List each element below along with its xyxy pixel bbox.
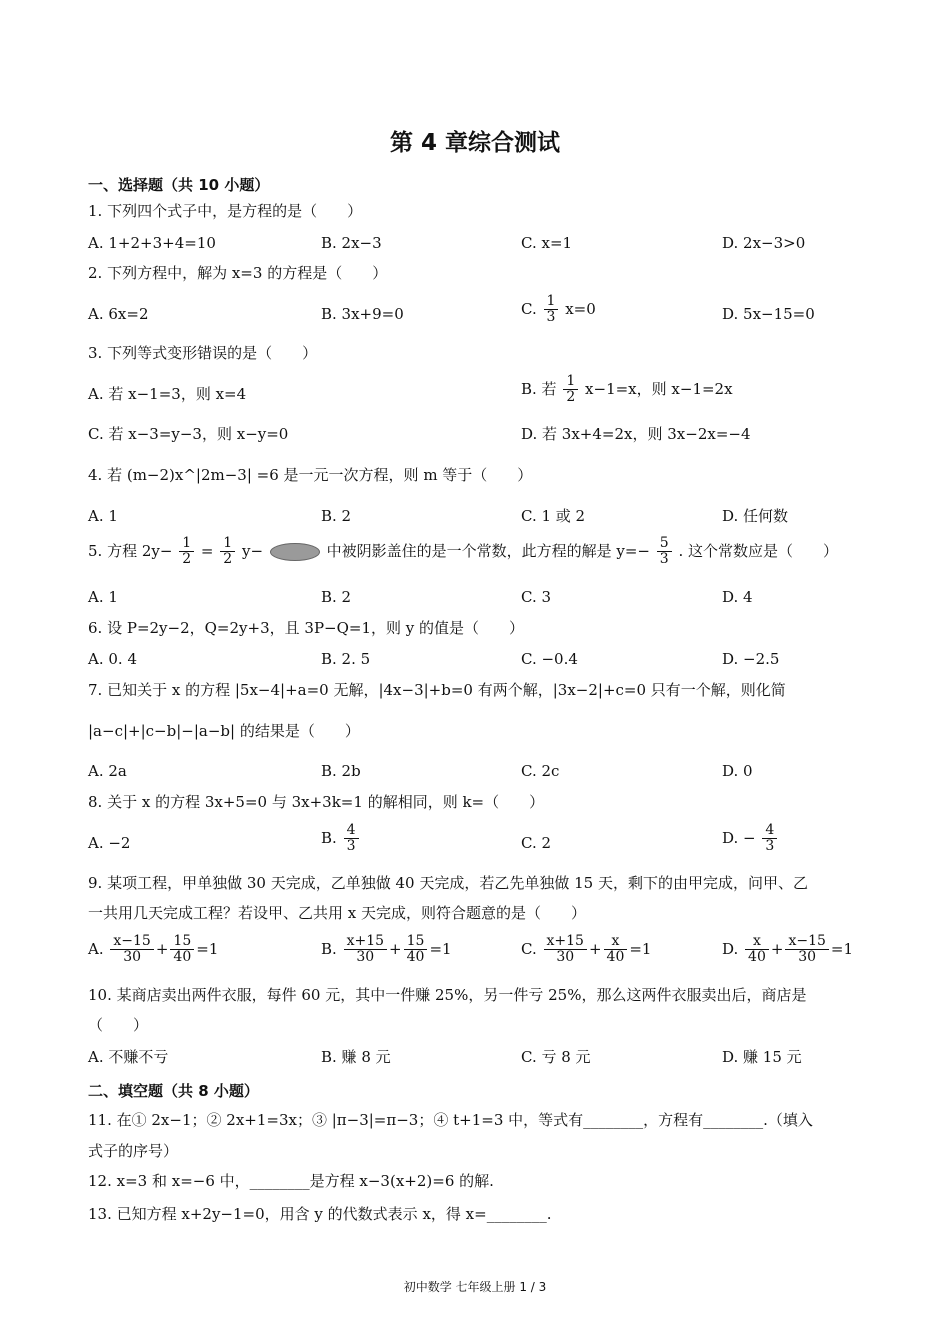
q8-option-a: A. −2	[88, 834, 131, 852]
q8-option-c: C. 2	[521, 834, 552, 852]
q8-option-d: D. − $\frac{4}{3}$	[722, 823, 779, 855]
q4-option-d: D. 任何数	[722, 507, 789, 525]
section-heading-choice: 一、选择题（共 10 小题）	[88, 176, 270, 194]
q10-option-c: C. 亏 8 元	[521, 1048, 591, 1066]
question-7-stem: 7. 已知关于 x 的方程 |5x−4|+a=0 无解，|4x−3|+b=0 有两个解，|3x−2|+c=0 只有一个解，则化简	[88, 681, 786, 699]
q1-option-a: A. 1+2+3+4=10	[88, 234, 216, 252]
q8-option-b: B. $\frac{4}{3}$	[321, 823, 361, 855]
fraction: $\frac{15}{40}$	[404, 934, 428, 966]
q3-option-b: B. 若 $\frac{1}{2}$ x−1=x，则 x−1=2x	[521, 373, 733, 406]
question-12-stem: 12. x=3 和 x=−6 中，________是方程 x−3(x+2)=6 的解.	[88, 1172, 494, 1190]
fraction: $\frac{x}{40}$	[745, 934, 769, 966]
fraction: $\frac{x+15}{30}$	[344, 934, 387, 966]
page-footer: 初中数学 七年级上册 1 / 3	[403, 1280, 547, 1294]
fraction: $\frac{15}{40}$	[170, 934, 194, 966]
q3-option-c: C. 若 x−3=y−3，则 x−y=0	[88, 425, 289, 443]
q7-option-c: C. 2c	[521, 762, 560, 780]
q4-option-a: A. 1	[88, 507, 118, 525]
q1-option-d: D. 2x−3>0	[722, 234, 806, 252]
question-11-stem: 11. 在① 2x−1；② 2x+1=3x；③ |π−3|=π−3；④ t+1=3 中，等式有________，方程有________.（填入	[88, 1111, 813, 1129]
q9-option-a: A. $\frac{x-15}{30}$ + $\frac{15}{40}$ =1	[88, 933, 219, 966]
fraction: $\frac{1}{3}$	[544, 294, 559, 326]
section-heading-fill: 二、填空题（共 8 小题）	[88, 1082, 259, 1100]
q4-option-c: C. 1 或 2	[521, 507, 586, 525]
question-8-stem: 8. 关于 x 的方程 3x+5=0 与 3x+3k=1 的解相同，则 k=（ ）	[88, 793, 545, 811]
fraction: $\frac{4}{3}$	[762, 823, 777, 855]
q3-option-a: A. 若 x−1=3，则 x=4	[88, 385, 247, 403]
question-11-stem-cont: 式子的序号）	[88, 1142, 179, 1160]
question-4-stem: 4. 若 (m−2)x^|2m−3| =6 是一元一次方程，则 m 等于（ ）	[88, 466, 533, 484]
q7-option-a: A. 2a	[88, 762, 127, 780]
q10-option-d: D. 赚 15 元	[722, 1048, 802, 1066]
q6-option-b: B. 2. 5	[321, 650, 371, 668]
fraction: $\frac{4}{3}$	[344, 823, 359, 855]
q5-option-c: C. 3	[521, 588, 552, 606]
question-3-stem: 3. 下列等式变形错误的是（ ）	[88, 344, 318, 362]
fraction: $\frac{x-15}{30}$	[110, 934, 153, 966]
q5-option-b: B. 2	[321, 588, 352, 606]
question-5-stem: 5. 方程 2y− $\frac{1}{2}$ = $\frac{1}{2}$ y− 中被阴影盖住的是一个常数，此方程的解是 y=− $\frac{5}{3}$ . 这个常数应是（ ）	[88, 535, 839, 568]
q2-option-c: C. $\frac{1}{3}$ x=0	[521, 293, 596, 326]
q10-option-b: B. 赚 8 元	[321, 1048, 391, 1066]
q7-option-d: D. 0	[722, 762, 753, 780]
q9-option-d: D. $\frac{x}{40}$ + $\frac{x-15}{30}$ =1	[722, 933, 854, 966]
fraction: $\frac{x-15}{30}$	[785, 934, 828, 966]
q6-option-c: C. −0.4	[521, 650, 578, 668]
question-9-stem-cont: 一共用几天完成工程？若设甲、乙共用 x 天完成，则符合题意的是（ ）	[88, 904, 586, 922]
question-2-stem: 2. 下列方程中，解为 x=3 的方程是（ ）	[88, 264, 388, 282]
fraction: $\frac{x}{40}$	[604, 934, 628, 966]
question-6-stem: 6. 设 P=2y−2，Q=2y+3，且 3P−Q=1，则 y 的值是（ ）	[88, 619, 525, 637]
q9-option-b: B. $\frac{x+15}{30}$ + $\frac{15}{40}$ =1	[321, 933, 452, 966]
page-title: 第 4 章综合测试	[389, 130, 561, 156]
q10-option-a: A. 不赚不亏	[88, 1048, 169, 1066]
q9-option-c: C. $\frac{x+15}{30}$ + $\frac{x}{40}$ =1	[521, 933, 652, 966]
question-10-stem-cont: （ ）	[88, 1016, 149, 1034]
fraction: $\frac{x+15}{30}$	[544, 934, 587, 966]
q2-option-b: B. 3x+9=0	[321, 305, 404, 323]
fraction: $\frac{1}{2}$	[563, 374, 578, 406]
q5-option-a: A. 1	[88, 588, 118, 606]
question-10-stem: 10. 某商店卖出两件衣服，每件 60 元，其中一件赚 25%，另一件亏 25%，那么这两件衣服卖出后，商店是	[88, 986, 807, 1004]
question-13-stem: 13. 已知方程 x+2y−1=0，用含 y 的代数式表示 x，得 x=________.	[88, 1205, 552, 1223]
shaded-blot	[270, 543, 320, 561]
q7-option-b: B. 2b	[321, 762, 361, 780]
question-1-stem: 1. 下列四个式子中，是方程的是（ ）	[88, 202, 363, 220]
fraction: $\frac{5}{3}$	[657, 536, 672, 568]
q5-option-d: D. 4	[722, 588, 753, 606]
question-7-stem-cont: |a−c|+|c−b|−|a−b| 的结果是（ ）	[88, 722, 360, 740]
q1-option-c: C. x=1	[521, 234, 573, 252]
q3-option-d: D. 若 3x+4=2x，则 3x−2x=−4	[521, 425, 751, 443]
question-9-stem: 9. 某项工程，甲单独做 30 天完成，乙单独做 40 天完成，若乙先单独做 15 天，剩下的由甲完成，问甲、乙	[88, 874, 808, 892]
q6-option-d: D. −2.5	[722, 650, 780, 668]
fraction: $\frac{1}{2}$	[179, 536, 194, 568]
fraction: $\frac{1}{2}$	[220, 536, 235, 568]
q6-option-a: A. 0. 4	[88, 650, 137, 668]
q1-option-b: B. 2x−3	[321, 234, 382, 252]
q2-option-d: D. 5x−15=0	[722, 305, 815, 323]
q2-option-a: A. 6x=2	[88, 305, 149, 323]
q4-option-b: B. 2	[321, 507, 352, 525]
